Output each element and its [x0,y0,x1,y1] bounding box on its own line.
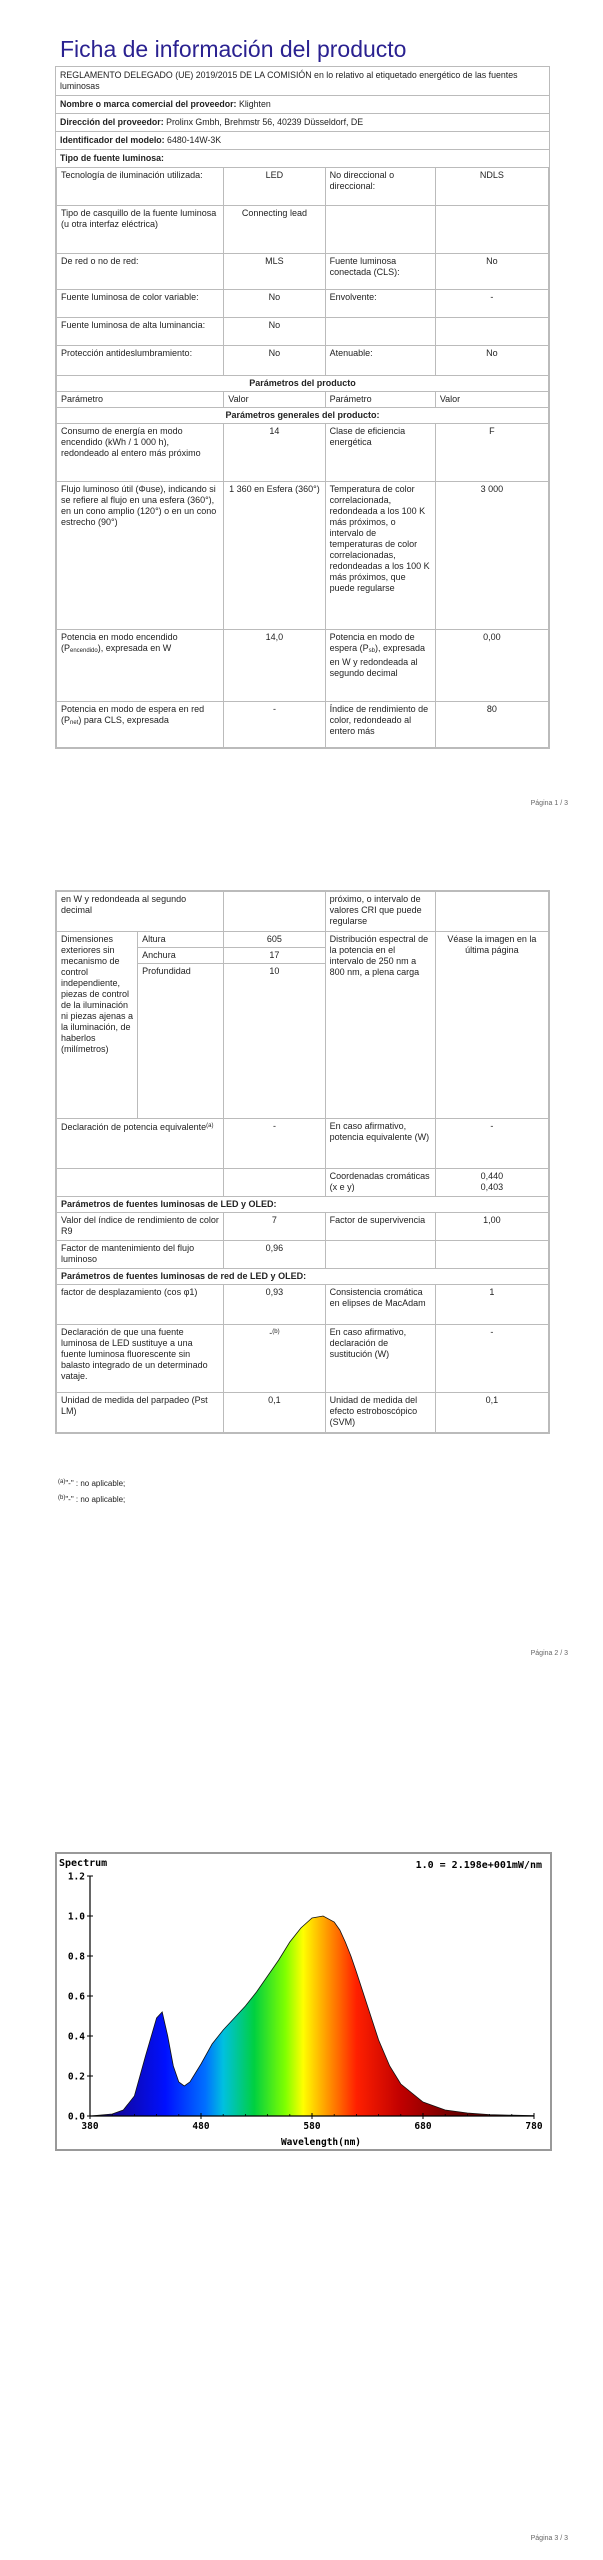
empty-cell [224,1169,325,1197]
supplier-name-value: Klighten [238,99,271,109]
cri-value: 80 [435,702,548,748]
table-row [57,702,549,748]
table-row [57,1197,549,1213]
document-title: Ficha de información del producto [60,36,407,62]
supplier-address-row [56,114,549,132]
nondir-label: No direccional o direccional: [325,168,435,206]
x-tick-label: 580 [303,2121,321,2132]
table-row [57,346,549,376]
general-params-heading: Parámetros generales del producto: [57,408,549,424]
networked-standby-value: - [224,702,325,748]
networked-standby-label [57,702,224,748]
anti-glare-value: No [224,346,325,376]
footnote-marker-b: (b) [272,1329,280,1335]
equiv-yes-label: En caso afirmativo, potencia equivalente (W) [325,1119,435,1169]
macadam-label: Consistencia cromática en elipses de MacAdam [325,1285,435,1325]
y-tick-label: 1.0 [67,1911,85,1923]
envelope-value: - [435,290,548,318]
cap-label-text: Tipo de casquillo de la fuente luminosa [61,208,217,218]
flicker-label: Unidad de medida del parpadeo (Pst LM) [57,1393,224,1433]
x-axis-label: Wavelength(nm) [280,2137,362,2148]
networked-standby-sub: net [70,720,79,726]
mains-led-params-heading: Parámetros de fuentes luminosas de red de LED y OLED: [57,1269,549,1285]
table-row [57,1393,549,1433]
page-1 [0,0,603,820]
spd-label: Distribución espectral de la potencia en el intervalo de 250 nm a 800 nm, a plena carga [325,932,435,1119]
cct-value: 3 000 [435,482,548,630]
height-label: Altura [138,932,224,948]
chroma-label: Coordenadas cromáticas (x e y) [325,1169,435,1197]
r9-value: 7 [224,1213,325,1241]
svm-value: 0,1 [435,1393,548,1433]
table-row [57,392,549,408]
height-value: 605 [224,932,325,948]
product-params-heading: Parámetros del producto [57,376,549,392]
chart-annotation: 1.0 = 2.198e+001mW/nm [415,1860,542,1871]
retrofit-label: Declaración de que una fuente luminosa de LED sustituye a una fuente luminosa fluorescente sin balasto integrado de un determinado vataje. [57,1325,224,1393]
mains-value: MLS [224,254,325,290]
displacement-factor-label: factor de desplazamiento (cos φ1) [57,1285,224,1325]
footnote-a [58,1475,125,1491]
y-tick-label: 0.4 [67,2031,85,2043]
cri-label-cont: próximo, o intervalo de valores CRI que puede regularse [325,892,435,932]
envelope-label: Envolvente: [325,290,435,318]
standby-power-label [325,630,435,702]
page-number: Página 3 / 3 [530,2535,568,2542]
page-number: Página 2 / 3 [530,1650,568,1657]
cls-label: Fuente luminosa conectada (CLS): [325,254,435,290]
on-mode-power-sub: encendido [70,648,98,654]
high-luminance-label: Fuente luminosa de alta luminancia: [57,318,224,346]
footnote-a-marker: (a) [58,1479,66,1485]
flux-label: Flujo luminoso útil (Φuse), indicando si se refiere al flujo en una esfera (360°), en un cono amplio (120°) o en un cono estrecho (90°) [57,482,224,630]
footnote-b [58,1491,125,1507]
lumen-maintenance-label: Factor de mantenimiento del flujo luminoso [57,1241,224,1269]
footnote-a-text: "-" : no aplicable; [65,1479,126,1488]
y-tick-label: 0.8 [67,1951,85,1963]
empty-cell [325,206,435,254]
table-row [57,290,549,318]
col-header-value-2: Valor [435,392,548,408]
empty-cell [224,892,325,932]
mains-label: De red o no de red: [57,254,224,290]
retrofit-value-text: - [269,1328,273,1338]
on-mode-power-label [57,630,224,702]
x-tick-label: 780 [525,2121,543,2132]
supplier-name-label: Nombre o marca comercial del proveedor: [60,99,237,109]
empty-cell [57,1169,224,1197]
footnotes [58,1475,125,1507]
chart-title: Spectrum [59,1858,108,1869]
dimensions-label: Dimensiones exteriores sin mecanismo de control independiente, piezas de control de la iluminación ni piezas ajenas a la iluminación, de haberlos (milímetros) [57,932,138,1119]
empty-cell [325,1241,435,1269]
chroma-value [435,1169,548,1197]
spectrum-chart [55,1852,552,2151]
on-mode-power-text: Potencia en modo encendido (P [61,632,178,653]
r9-label: Valor del índice de rendimiento de color R9 [57,1213,224,1241]
product-info-table-continued [55,890,550,1434]
on-mode-power-value: 14,0 [224,630,325,702]
source-type-heading: Tipo de fuente luminosa: [60,153,164,163]
energy-value: 14 [224,424,325,482]
table-row [57,1169,549,1197]
standby-power-value: 0,00 [435,630,548,702]
empty-cell [435,206,548,254]
width-value: 17 [224,948,325,964]
table-row [57,1119,549,1169]
cls-value: No [435,254,548,290]
table-row [57,630,549,702]
table-row [57,168,549,206]
table-row [57,1241,549,1269]
cap-value: Connecting lead [224,206,325,254]
table-row [57,482,549,630]
model-id-value: 6480-14W-3K [167,135,222,145]
nondir-value: NDLS [435,168,548,206]
table-row [57,1269,549,1285]
high-luminance-value: No [224,318,325,346]
table-row [57,1325,549,1393]
retrofit-yes-value: - [435,1325,548,1393]
macadam-value: 1 [435,1285,548,1325]
displacement-factor-value: 0,93 [224,1285,325,1325]
lumen-maintenance-value: 0,96 [224,1241,325,1269]
led-params-heading: Parámetros de fuentes luminosas de LED y OLED: [57,1197,549,1213]
y-tick-label: 0.6 [67,1991,85,2003]
product-info-table [55,66,550,749]
model-id-row [56,132,549,150]
tech-value: LED [224,168,325,206]
on-mode-power-text-2: ), expresada en W [97,643,172,653]
footnote-marker-a: (a) [206,1123,214,1129]
anti-glare-label: Protección antideslumbramiento: [57,346,224,376]
depth-label: Profundidad [138,964,224,1119]
svm-label: Unidad de medida del efecto estroboscópico (SVM) [325,1393,435,1433]
table-row [57,1213,549,1241]
table-row [57,892,549,932]
source-type-table [56,167,549,748]
networked-standby-label-cont: en W y redondeada al segundo decimal [57,892,224,932]
page-2 [0,880,603,1680]
flicker-value: 0,1 [224,1393,325,1433]
retrofit-value [224,1325,325,1393]
equiv-power-label [57,1119,224,1169]
flux-value: 1 360 en Esfera (360°) [224,482,325,630]
col-header-param: Parámetro [57,392,224,408]
networked-standby-text-2: ) para CLS, expresada [78,715,169,725]
x-tick-label: 380 [81,2121,99,2132]
table-row [57,932,549,948]
supplier-name-row [56,96,549,114]
table-row [57,254,549,290]
table-row [57,408,549,424]
page-number: Página 1 / 3 [530,800,568,807]
supplier-address-value: Prolinx Gmbh, Brehmstr 56, 40239 Düsseldorf, DE [166,117,364,127]
empty-cell [435,892,548,932]
table-row [57,1285,549,1325]
cap-label [57,206,224,254]
x-tick-label: 680 [414,2121,432,2132]
empty-cell [435,318,548,346]
footnote-b-marker: (b) [58,1495,66,1501]
table-row [57,424,549,482]
standby-power-sub: sb [368,648,375,654]
spectrum-chart-svg [57,1854,550,2149]
width-label: Anchura [138,948,224,964]
table-row [57,318,549,346]
empty-cell [325,318,435,346]
regulation-text: REGLAMENTO DELEGADO (UE) 2019/2015 DE LA COMISIÓN en lo relativo al etiquetado energético de las fuentes luminosas [56,67,549,96]
col-header-param-2: Parámetro [325,392,435,408]
colour-variable-label: Fuente luminosa de color variable: [57,290,224,318]
chroma-x: 0,440 [480,1171,504,1181]
standby-power-text: Potencia en modo de espera (P [329,632,415,653]
spectrum-area [90,1916,534,2116]
plot-area [68,1872,543,2133]
dimmable-value: No [435,346,548,376]
empty-cell [435,1241,548,1269]
x-tick-label: 480 [192,2121,210,2132]
equiv-power-text: Declaración de potencia equivalente [61,1122,207,1132]
cap-label-text-2: (u otra interfaz eléctrica) [61,219,159,229]
networked-standby-text: Potencia en modo de espera en red (P [61,704,205,725]
params-table-continued [56,891,549,1433]
chroma-y: 0,403 [480,1182,504,1192]
dimmable-label: Atenuable: [325,346,435,376]
equiv-power-value: - [224,1119,325,1169]
page-3 [0,1790,603,2560]
equiv-yes-value: - [435,1119,548,1169]
y-tick-label: 1.2 [67,1871,85,1883]
survival-label: Factor de supervivencia [325,1213,435,1241]
footnote-b-text: "-" : no aplicable; [65,1495,126,1504]
spd-value: Véase la imagen en la última página [435,932,548,1119]
efficiency-class-value: F [435,424,548,482]
cri-label: Índice de rendimiento de color, redondeado al entero más [325,702,435,748]
survival-value: 1,00 [435,1213,548,1241]
tech-label: Tecnología de iluminación utilizada: [57,168,224,206]
colour-variable-value: No [224,290,325,318]
table-row [57,376,549,392]
energy-label: Consumo de energía en modo encendido (kWh / 1 000 h), redondeado al entero más próximo [57,424,224,482]
efficiency-class-label: Clase de eficiencia energética [325,424,435,482]
table-row [57,206,549,254]
y-tick-label: 0.0 [67,2111,85,2123]
retrofit-yes-label: En caso afirmativo, declaración de sustitución (W) [325,1325,435,1393]
standby-power-text-2: ), expresada en W y redondeada al segundo decimal [329,643,426,678]
cct-label: Temperatura de color correlacionada, redondeada a los 100 K más próximos, o intervalo de temperaturas de color correlacionadas, redondeadas a los 100 K más próximos, que puede regularse [325,482,435,630]
model-id-label: Identificador del modelo: [60,135,165,145]
y-tick-label: 0.2 [67,2071,85,2083]
col-header-value: Valor [224,392,325,408]
supplier-address-label: Dirección del proveedor: [60,117,164,127]
depth-value: 10 [224,964,325,1119]
